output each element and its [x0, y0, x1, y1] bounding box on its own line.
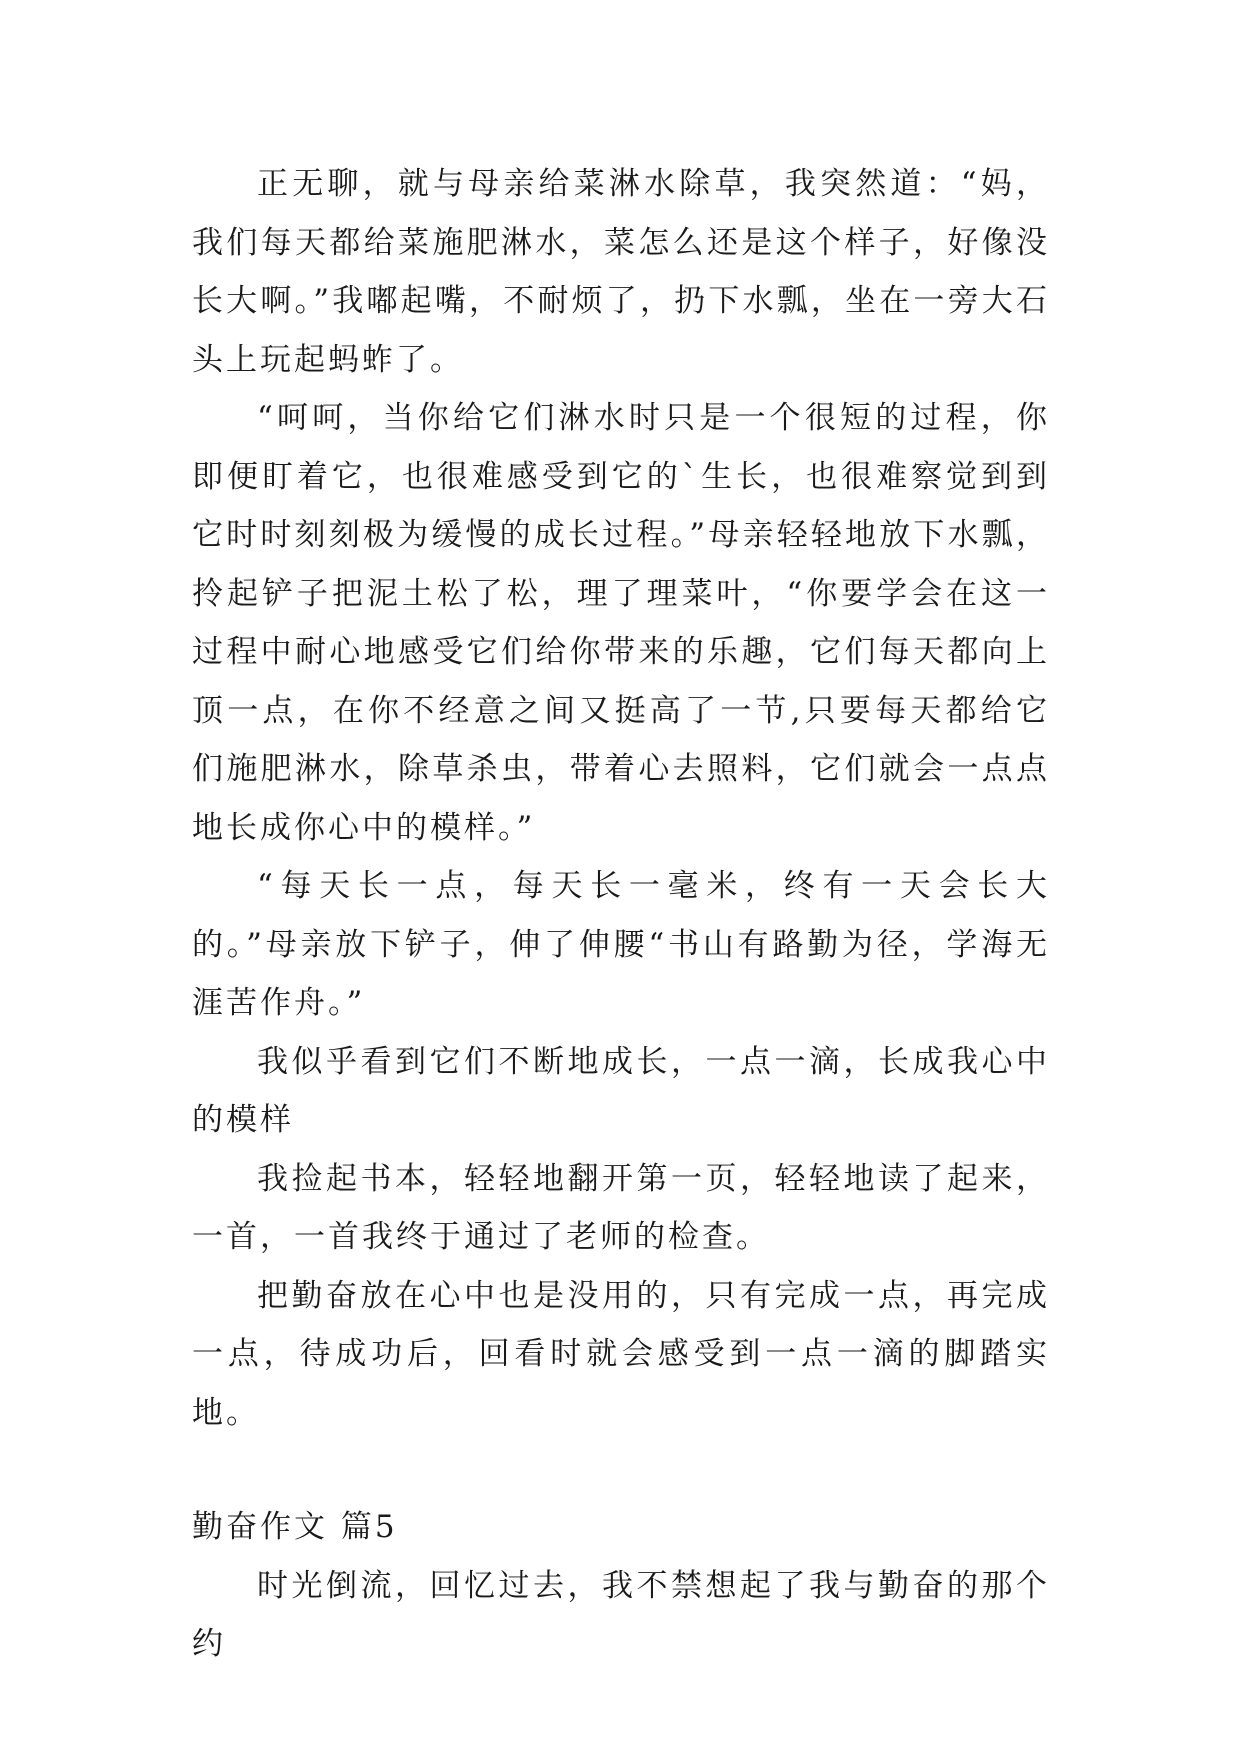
paragraph: 正无聊，就与母亲给菜淋水除草，我突然道：“妈，我们每天都给菜施肥淋水，菜怎么还是这个样子，好像没长大啊。”我嘟起嘴，不耐烦了，扔下水瓢，坐在一旁大石头上玩起蚂蚱了。	[192, 166, 1050, 378]
paragraph: 时光倒流，回忆过去，我不禁想起了我与勤奋的那个约	[192, 1567, 1050, 1662]
section-gap	[192, 1442, 1050, 1498]
paragraph: 把勤奋放在心中也是没用的，只有完成一点，再完成一点，待成功后，回看时就会感受到一点一滴的脚踏实地。	[192, 1277, 1050, 1431]
section-heading: 勤奋作文 篇5	[192, 1509, 398, 1545]
text-column	[192, 155, 1050, 1674]
paragraph: “呵呵，当你给它们淋水时只是一个很短的过程，你即便盯着它，也很难感受到它的`生长，也很难察觉到到它时时刻刻极为缓慢的成长过程。”母亲轻轻地放下水瓢，拎起铲子把泥土松了松，理了理菜叶，“你要学会在这一过程中耐心地感受它们给你带来的乐趣，它们每天都向上顶一点，在你不经意之间又挺高了一节,只要每天都给它们施肥淋水，除草杀虫，带着心去照料，它们就会一点点地长成你心中的模样。”	[192, 400, 1050, 846]
paragraph: 我捡起书本，轻轻地翻开第一页，轻轻地读了起来，一首，一首我终于通过了老师的检查。	[192, 1160, 1050, 1255]
paragraph: 我似乎看到它们不断地成长，一点一滴，长成我心中的模样	[192, 1043, 1050, 1138]
paragraph: “每天长一点，每天长一毫米，终有一天会长大的。”母亲放下铲子，伸了伸腰“书山有路勤为径，学海无涯苦作舟。”	[192, 868, 1050, 1021]
